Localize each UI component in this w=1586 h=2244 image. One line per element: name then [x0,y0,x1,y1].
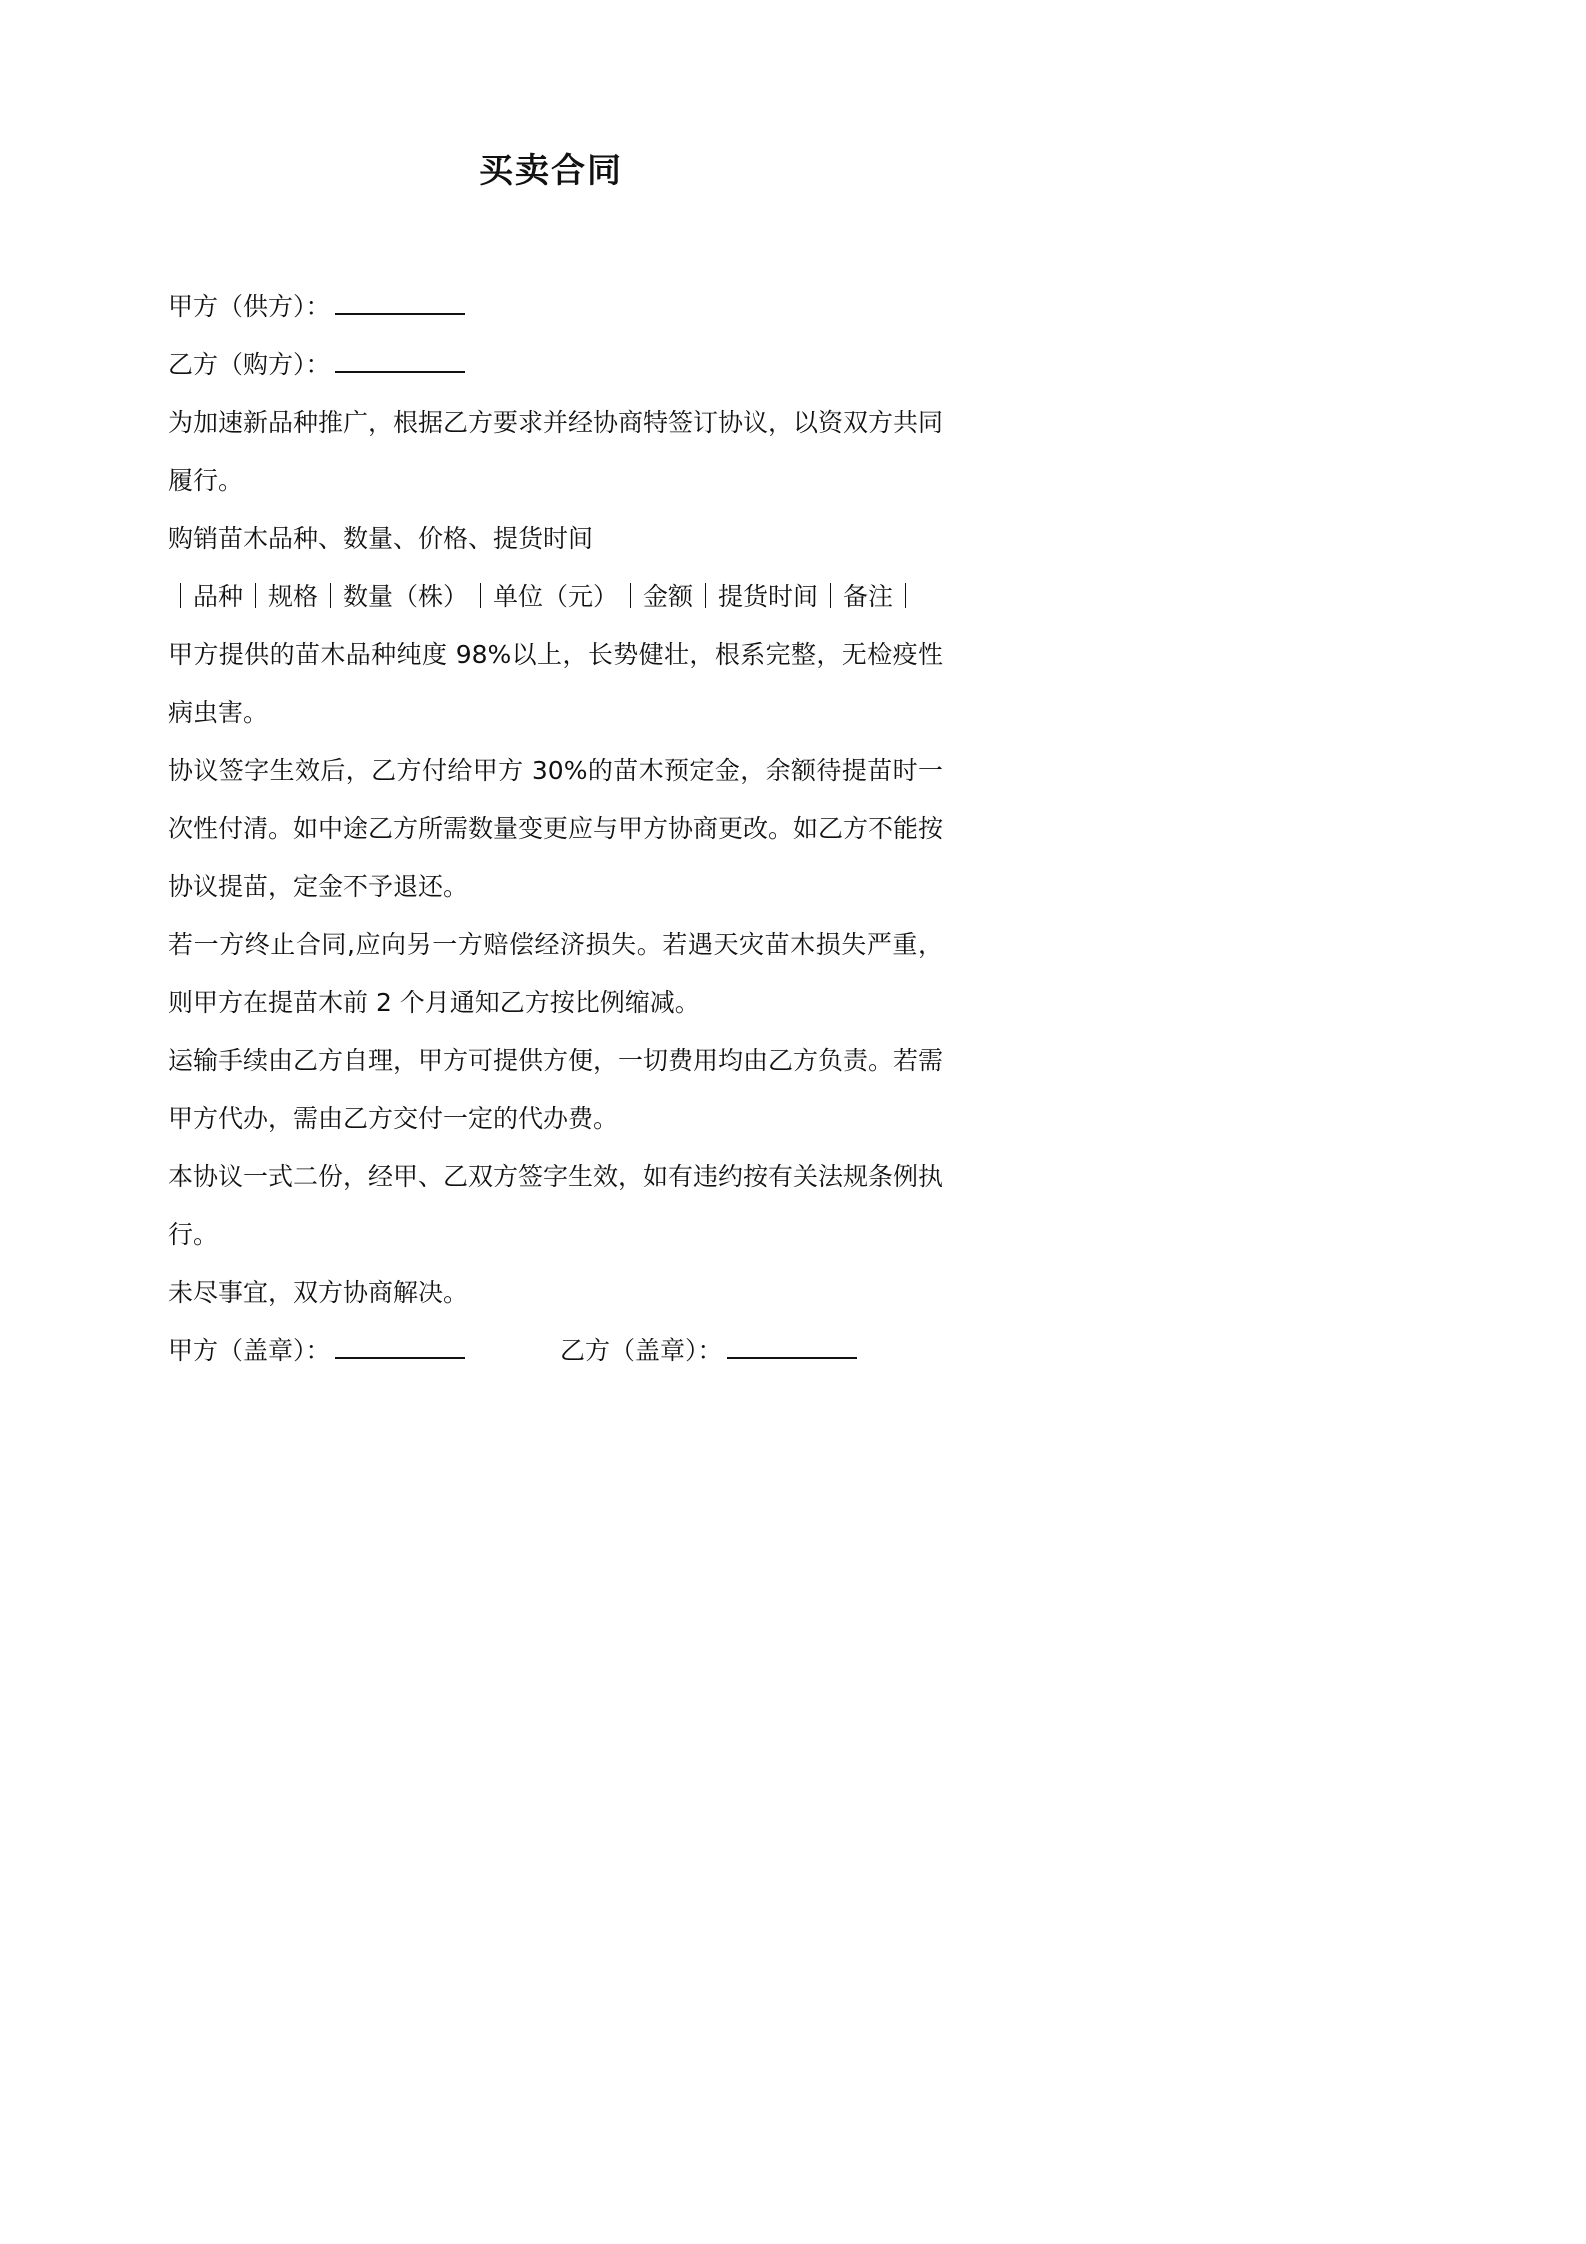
party-a-line [168,278,943,336]
clause-transport: 运输手续由乙方自理，甲方可提供方便，一切费用均由乙方负责。若需甲方代办，需由乙方交付一定的代办费。 [168,1046,944,1133]
signature-a [168,1322,465,1380]
table-header-row: ｜品种｜规格｜数量（株）｜单位（元）｜金额｜提货时间｜备注｜ [168,582,919,611]
party-a-label: 甲方（供方）： [168,292,331,321]
signature-b-blank [727,1335,857,1359]
clause-payment: 协议签字生效后，乙方付给甲方 30%的苗木预定金，余额待提苗时一次性付清。如中途乙方所需数量变更应与甲方协商更改。如乙方不能按协议提苗，定金不予退还。 [168,756,944,901]
party-a-blank [335,291,465,315]
clause-other-matters: 未尽事宜，双方协商解决。 [168,1278,469,1307]
clause-quality: 甲方提供的苗木品种纯度 98%以上，长势健壮，根系完整，无检疫性病虫害。 [168,640,943,727]
signature-a-blank [335,1335,465,1359]
clause-copies: 本协议一式二份，经甲、乙双方签字生效，如有违约按有关法规条例执行。 [168,1162,944,1249]
signature-a-label: 甲方（盖章）： [168,1336,331,1365]
contract-page [0,0,1102,1559]
intro-paragraph: 为加速新品种推广，根据乙方要求并经协商特签订协议，以资双方共同履行。 [168,408,944,495]
signature-b [560,1322,857,1380]
signature-b-label: 乙方（盖章）： [560,1336,723,1365]
contract-body [168,278,943,1380]
party-b-label: 乙方（购方）： [168,350,331,379]
clause-termination: 若一方终止合同,应向另一方赔偿经济损失。若遇天灾苗木损失严重，则甲方在提苗木前 2 个月通知乙方按比例缩减。 [168,930,943,1017]
signature-row [168,1322,943,1380]
section-heading: 购销苗木品种、数量、价格、提货时间 [168,524,594,553]
party-b-blank [335,349,465,373]
page-title: 买卖合同 [479,151,623,191]
party-b-line [168,336,943,394]
